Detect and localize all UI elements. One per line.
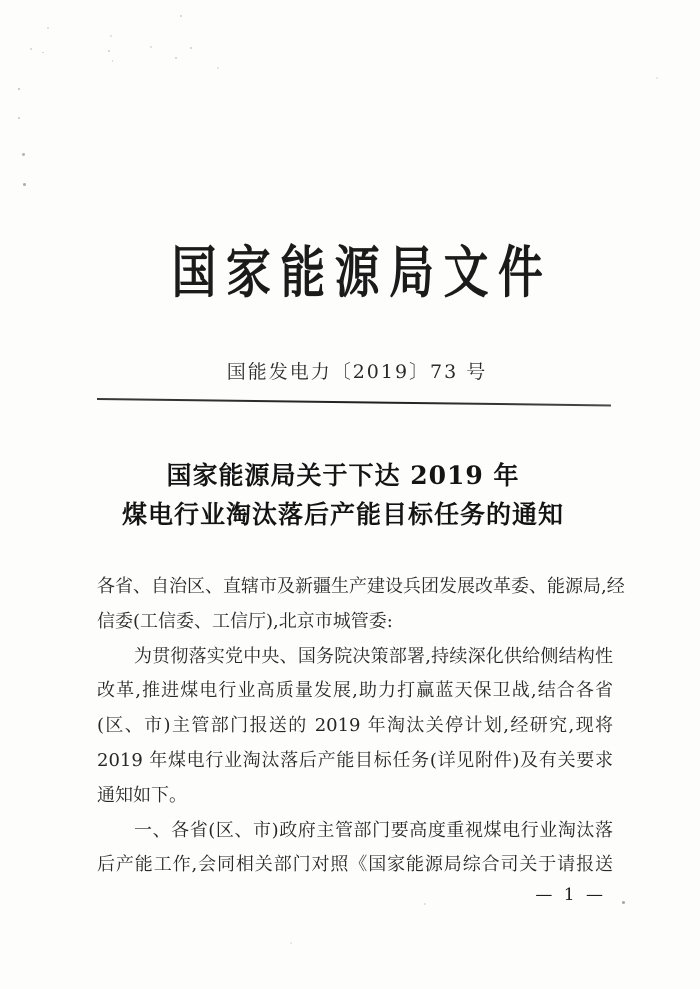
scan-speckle	[217, 67, 219, 69]
body-line: 通知如下。	[97, 784, 187, 806]
page-number: — 1 —	[535, 885, 606, 905]
scan-speckle	[18, 88, 20, 90]
scan-speckle	[110, 35, 112, 37]
body-line: 2019 年煤电行业淘汰落后产能目标任务(详见附件)及有关要求	[97, 749, 613, 771]
scan-speckle	[108, 50, 110, 52]
scan-speckle	[290, 942, 292, 944]
scan-speckle	[112, 60, 113, 62]
agency-header-title: 国家能源局文件	[171, 240, 553, 306]
body-line: 改革,推进煤电行业高质量发展,助力打赢蓝天保卫战,结合各省	[97, 680, 613, 702]
scan-speckle	[622, 901, 625, 904]
scan-speckle	[424, 903, 426, 905]
scan-speckle	[656, 77, 658, 79]
scan-speckle	[22, 153, 25, 156]
scan-speckle	[47, 27, 49, 29]
scan-speckle	[23, 183, 26, 186]
notice-title-line-1: 国家能源局关于下达 2019 年	[166, 461, 520, 490]
scan-speckle	[175, 57, 177, 59]
body-line: (区、市)主管部门报送的 2019 年淘汰关停计划,经研究,现将	[97, 715, 613, 737]
header-divider-rule	[97, 398, 611, 406]
scan-speckle	[150, 46, 152, 48]
body-line: 后产能工作,会同相关部门对照《国家能源局综合司关于请报送	[97, 854, 613, 876]
body-paragraphs	[97, 570, 625, 883]
body-line: 为贯彻落实党中央、国务院决策部署,持续深化供给侧结构性	[134, 645, 613, 667]
scan-speckle	[42, 52, 44, 53]
notice-title-line-2: 煤电行业淘汰落后产能目标任务的通知	[121, 500, 564, 529]
scan-speckle	[180, 15, 182, 17]
notice-title	[0, 456, 686, 534]
scan-speckle	[30, 48, 32, 50]
scan-speckle	[18, 117, 20, 119]
document-number: 国能发电力〔2019〕73 号	[226, 361, 488, 383]
body-line: 各省、自治区、直辖市及新疆生产建设兵团发展改革委、能源局,经	[97, 576, 625, 597]
body-line: 信委(工信委、工信厅),北京市城管委:	[97, 610, 393, 632]
scan-speckle	[190, 47, 192, 49]
body-line: 一、各省(区、市)政府主管部门要高度重视煤电行业淘汰落	[134, 819, 613, 841]
